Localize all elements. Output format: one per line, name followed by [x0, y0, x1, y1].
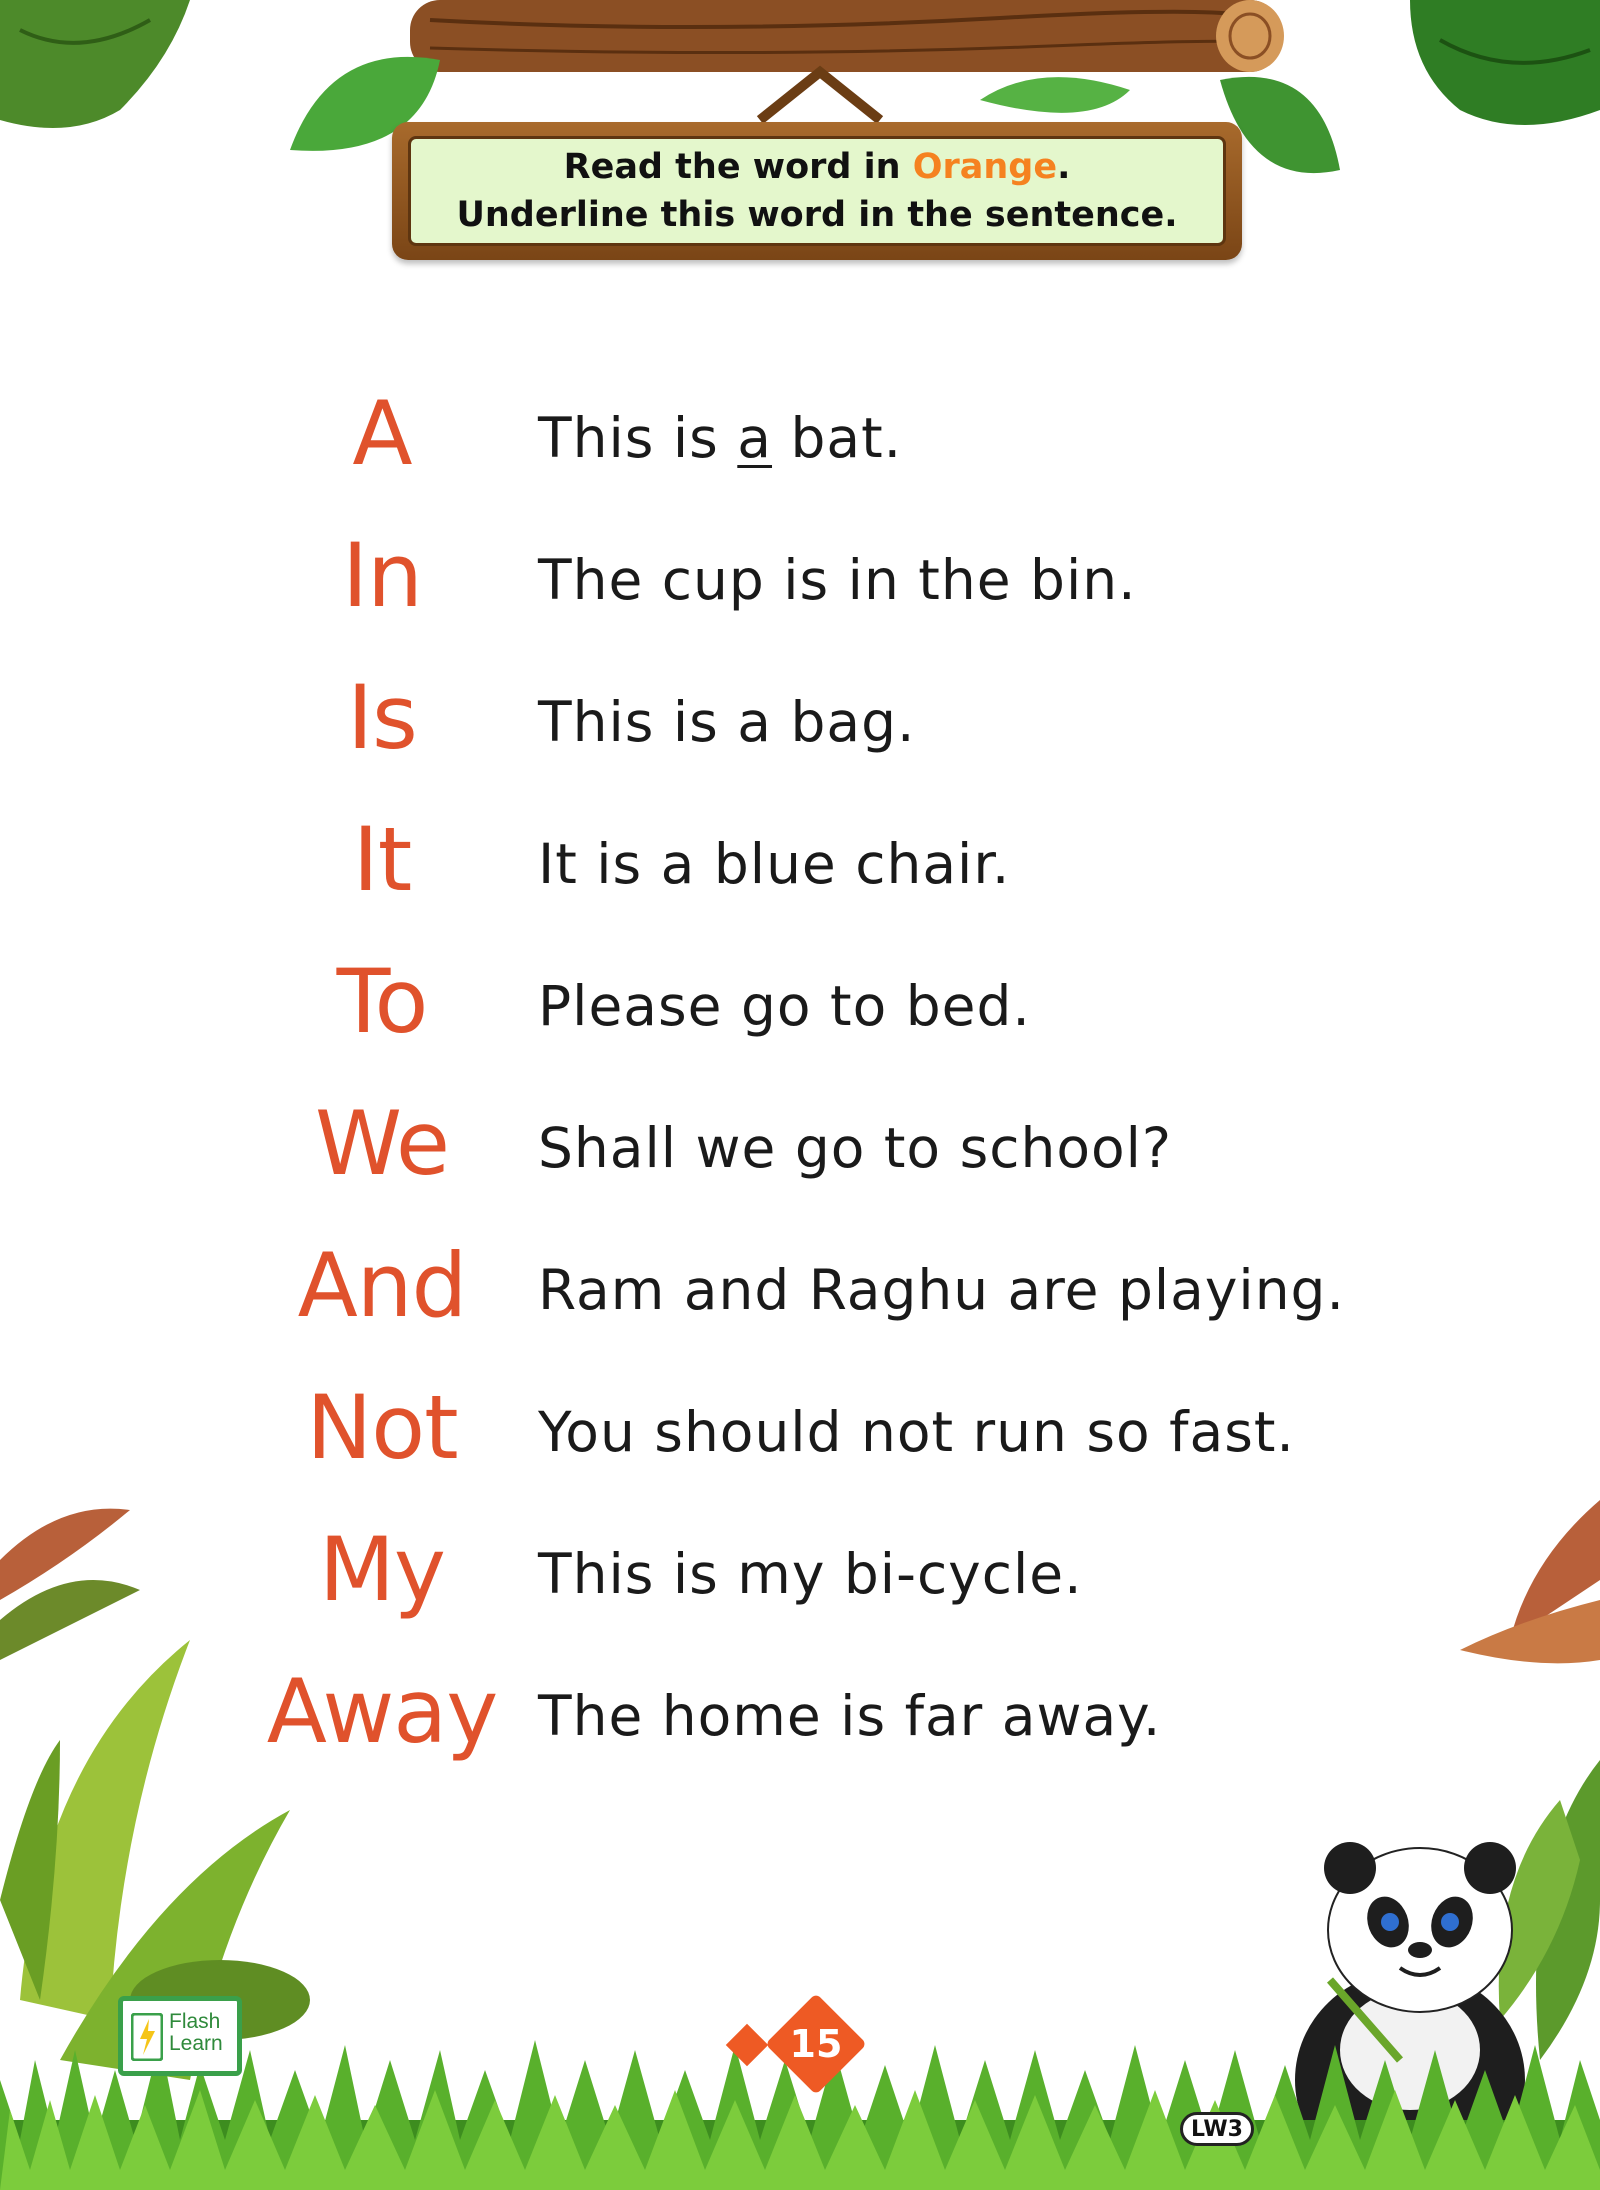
instruction-sign	[392, 122, 1242, 260]
sight-word: A	[352, 382, 412, 485]
sentence-text: bat.	[772, 406, 903, 470]
sight-word: Is	[347, 666, 417, 769]
logo-text	[169, 2011, 223, 2055]
sentence: Shall we go to school?	[538, 1116, 1173, 1180]
word-row	[0, 1368, 1600, 1510]
sight-word: We	[315, 1092, 449, 1195]
word-row	[0, 1226, 1600, 1368]
word-row	[0, 1084, 1600, 1226]
sight-word: My	[318, 1518, 445, 1621]
instruction-highlight: Orange	[912, 147, 1058, 187]
leaf-icon	[1410, 0, 1600, 125]
sentence: This is a bag.	[538, 690, 916, 754]
sentence: Please go to bed.	[538, 974, 1031, 1038]
word-row	[0, 374, 1600, 516]
underlined-word: a	[737, 406, 773, 470]
word-row	[0, 658, 1600, 800]
sight-word: In	[342, 524, 422, 627]
log-icon	[410, 0, 1284, 120]
sentence: The home is far away.	[538, 1684, 1162, 1748]
instruction-line-2: Underline this word in the sentence.	[456, 195, 1178, 235]
word-row	[0, 1652, 1600, 1794]
instruction-line-1	[564, 143, 1071, 191]
sentence: It is a blue chair.	[538, 832, 1011, 896]
sentence-text: This is	[538, 406, 738, 470]
page-number: 15	[789, 2022, 843, 2066]
word-row	[0, 1510, 1600, 1652]
sight-word: Away	[266, 1660, 498, 1763]
series-badge: LW3	[1180, 2112, 1254, 2146]
leaf-icon	[0, 0, 190, 128]
sight-word: To	[336, 950, 428, 1053]
sentence: Ram and Raghu are playing.	[538, 1258, 1345, 1322]
sight-word: And	[297, 1234, 467, 1337]
word-row	[0, 942, 1600, 1084]
instruction-text: Read the word in	[563, 147, 913, 187]
flash-learn-logo-icon	[131, 2013, 163, 2061]
word-row	[0, 516, 1600, 658]
sight-word: It	[352, 808, 412, 911]
sentence: This is my bi-cycle.	[538, 1542, 1083, 1606]
sight-word: Not	[306, 1376, 458, 1479]
flash-learn-logo	[118, 1996, 242, 2076]
sentence: The cup is in the bin.	[538, 548, 1137, 612]
sentence: You should not run so fast.	[538, 1400, 1295, 1464]
word-row	[0, 800, 1600, 942]
logo-line-1: Flash	[169, 2010, 221, 2033]
sentence	[538, 402, 902, 474]
instruction-panel	[408, 136, 1226, 246]
logo-line-2: Learn	[169, 2032, 223, 2055]
instruction-text: .	[1057, 147, 1071, 187]
